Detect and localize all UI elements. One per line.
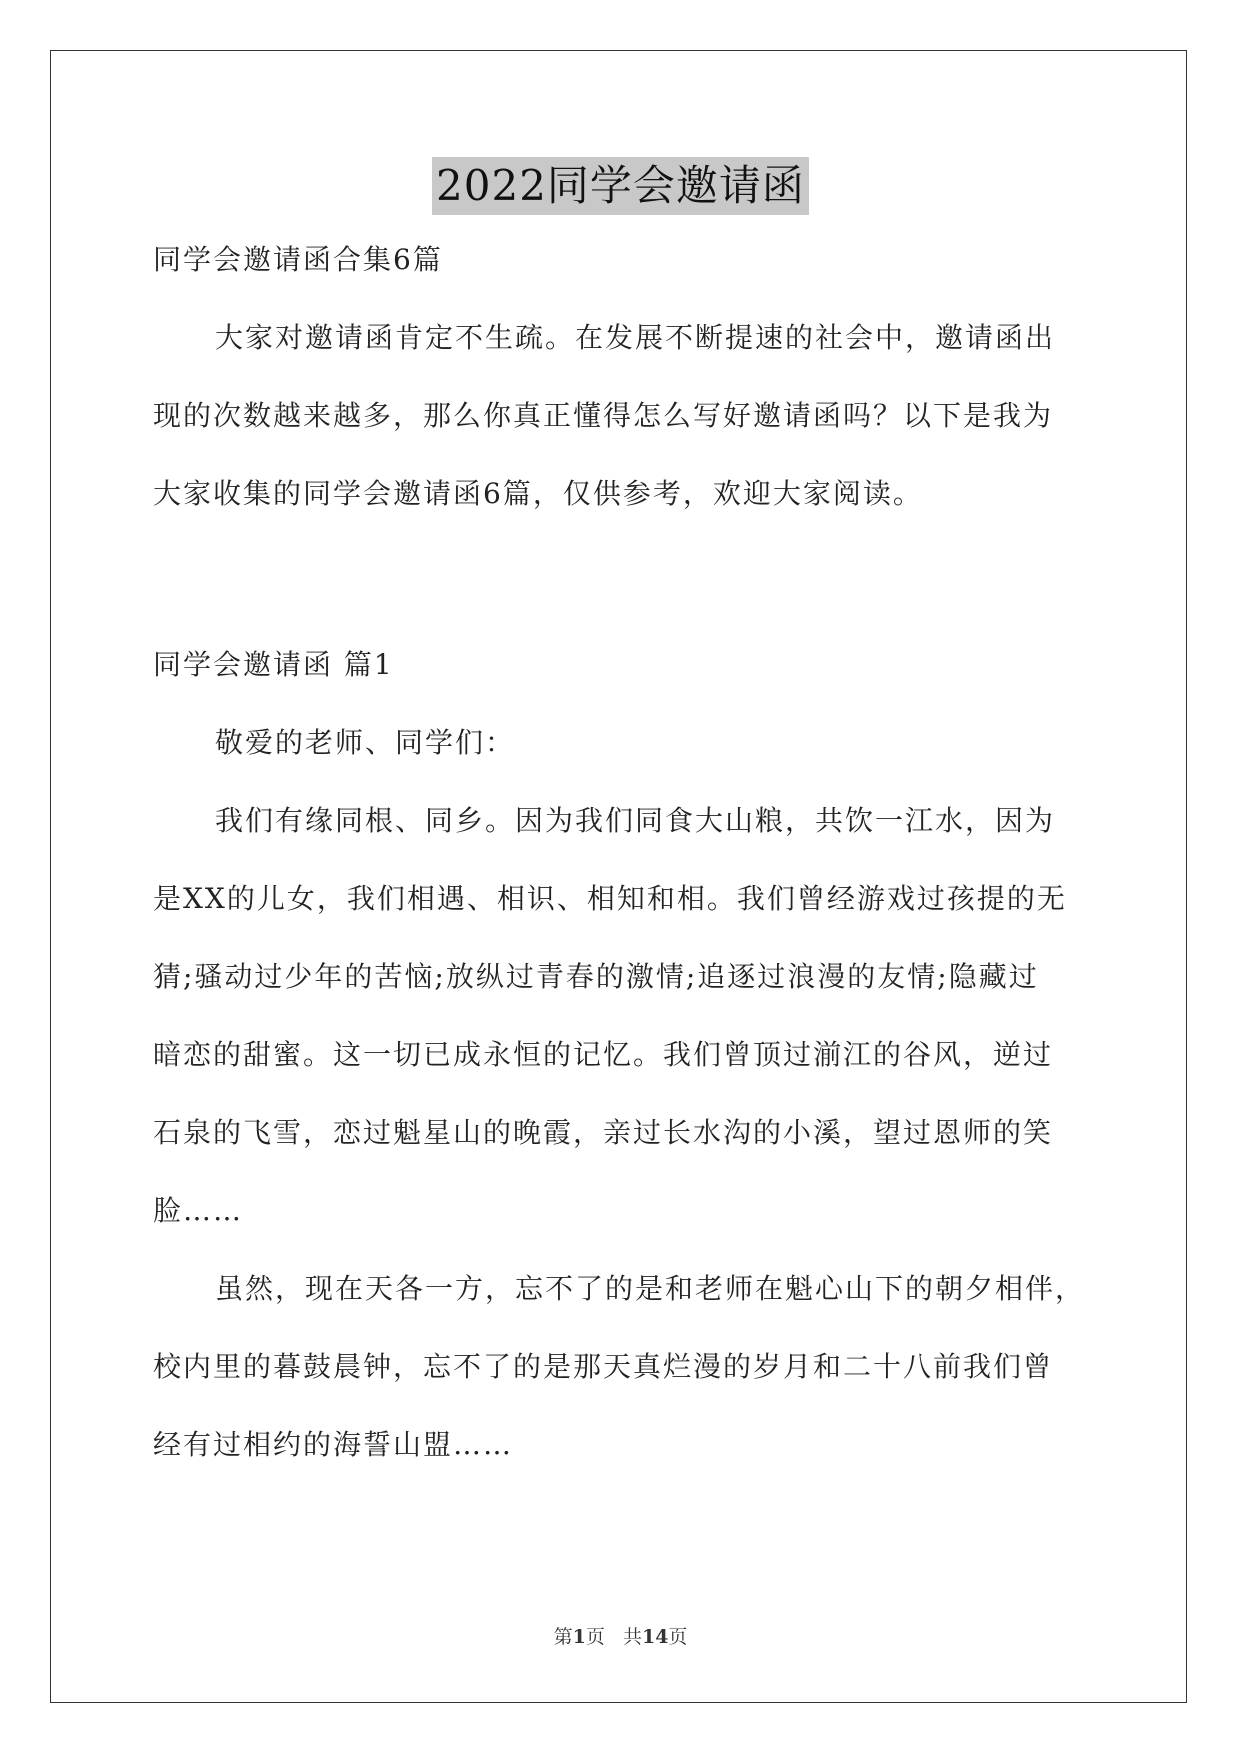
document-body bbox=[153, 232, 1093, 1495]
page-suffix: 页 bbox=[585, 1626, 605, 1648]
title-container bbox=[0, 157, 1241, 215]
page-prefix: 第 bbox=[553, 1626, 573, 1648]
paragraph-line: 校内里的暮鼓晨钟，忘不了的是那天真烂漫的岁月和二十八前我们曾 bbox=[153, 1350, 1054, 1383]
paragraph-line: 是XX的儿女，我们相遇、相识、相知和相。我们曾经游戏过孩提的无 bbox=[153, 882, 1067, 915]
paragraph-line: 经有过相约的海誓山盟…… bbox=[153, 1428, 514, 1461]
document-title: 2022同学会邀请函 bbox=[432, 157, 809, 215]
intro-line: 大家对邀请函肯定不生疏。在发展不断提速的社会中，邀请函出 bbox=[215, 321, 1056, 354]
paragraph-line: 猜;骚动过少年的苦恼;放纵过青春的激情;追逐过浪漫的友情;隐藏过 bbox=[153, 960, 1039, 993]
paragraph-line: 虽然，现在天各一方，忘不了的是和老师在魁心山下的朝夕相伴， bbox=[215, 1272, 1086, 1305]
salutation: 敬爱的老师、同学们： bbox=[215, 726, 516, 759]
section-heading: 同学会邀请函 篇1 bbox=[153, 648, 394, 681]
paragraph-line: 石泉的飞雪，恋过魁星山的晚霞，亲过长水沟的小溪，望过恩师的笑 bbox=[153, 1116, 1054, 1149]
intro-line: 大家收集的同学会邀请函6篇，仅供参考，欢迎大家阅读。 bbox=[153, 477, 923, 510]
intro-line: 现的次数越来越多，那么你真正懂得怎么写好邀请函吗？以下是我为 bbox=[153, 399, 1054, 432]
document-subtitle: 同学会邀请函合集6篇 bbox=[153, 243, 443, 276]
paragraph-line: 暗恋的甜蜜。这一切已成永恒的记忆。我们曾顶过湔江的谷风，逆过 bbox=[153, 1038, 1054, 1071]
total-prefix: 共 bbox=[622, 1626, 642, 1648]
total-pages: 14 bbox=[641, 1626, 669, 1648]
page-number: 1 bbox=[572, 1626, 586, 1648]
total-suffix: 页 bbox=[668, 1626, 688, 1648]
page-footer bbox=[0, 1624, 1241, 1650]
paragraph-line: 脸…… bbox=[153, 1194, 244, 1227]
section-spacer bbox=[153, 544, 1093, 637]
paragraph-line: 我们有缘同根、同乡。因为我们同食大山粮，共饮一江水，因为 bbox=[215, 804, 1056, 837]
